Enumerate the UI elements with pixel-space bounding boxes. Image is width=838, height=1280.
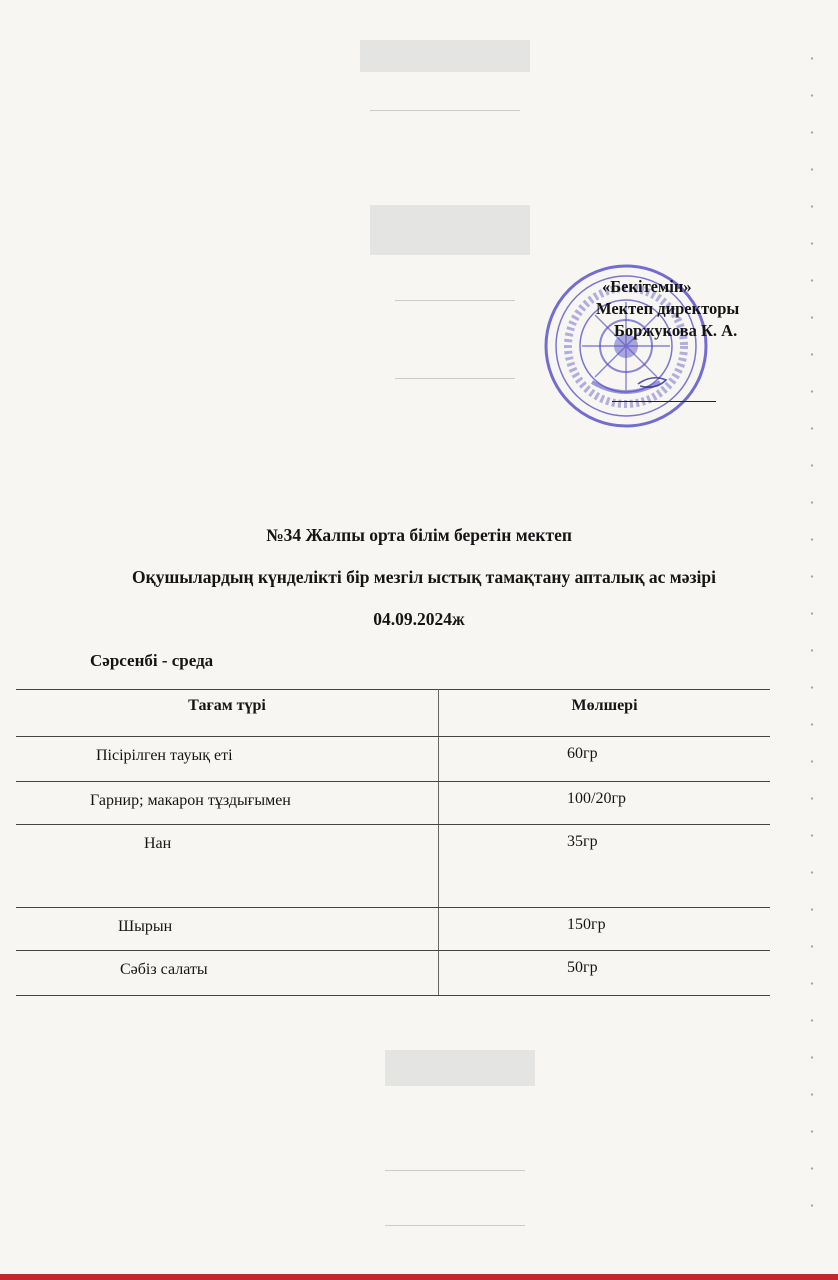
dish-amount: 50гр	[567, 959, 598, 976]
table-header-row	[16, 690, 770, 737]
amount-cell	[439, 908, 771, 951]
show-through-line	[385, 1225, 525, 1226]
amount-cell	[439, 737, 771, 782]
amount-cell	[439, 782, 771, 825]
show-through-line	[385, 1170, 525, 1171]
dish-name: Пісірілген тауық еті	[96, 747, 233, 764]
menu-table	[16, 689, 770, 996]
dish-cell	[16, 782, 439, 825]
show-through-line	[395, 300, 515, 301]
show-through-shadow	[370, 205, 530, 255]
table-row	[16, 908, 770, 951]
dish-cell	[16, 825, 439, 908]
approval-block	[596, 276, 796, 342]
document-header	[0, 524, 838, 630]
show-through-line	[395, 378, 515, 379]
menu-subtitle: Оқушылардың күнделікті бір мезгіл ыстық тамақтану апталық ас мәзірі	[132, 567, 716, 587]
show-through-shadow	[360, 40, 530, 72]
amount-cell	[439, 951, 771, 996]
approval-name: Боржукова К. А.	[614, 321, 738, 340]
dish-cell	[16, 908, 439, 951]
dish-name: Шырын	[118, 918, 173, 935]
approval-heading: «Бекітемін»	[602, 277, 692, 296]
school-title: №34 Жалпы орта білім беретін мектеп	[266, 525, 572, 545]
dish-amount: 35гр	[567, 833, 598, 850]
day-label: Сәрсенбі - среда	[90, 651, 214, 670]
binding-holes	[808, 40, 816, 1240]
dish-amount: 150гр	[567, 916, 606, 933]
table-row	[16, 951, 770, 996]
table-row	[16, 825, 770, 908]
dish-amount: 60гр	[567, 745, 598, 762]
dish-cell	[16, 951, 439, 996]
dish-name: Нан	[144, 835, 172, 852]
column-header-dish: Тағам түрі	[16, 690, 439, 737]
table-row	[16, 782, 770, 825]
table-row	[16, 737, 770, 782]
approval-position: Мектеп директоры	[596, 299, 740, 318]
menu-date: 04.09.2024ж	[373, 609, 465, 629]
signature-line	[612, 401, 716, 402]
page-bottom-edge	[0, 1274, 838, 1280]
show-through-shadow	[385, 1050, 535, 1086]
column-header-amount: Мөлшері	[439, 690, 771, 737]
dish-cell	[16, 737, 439, 782]
show-through-line	[370, 110, 520, 111]
dish-amount: 100/20гр	[567, 790, 627, 807]
amount-cell	[439, 825, 771, 908]
dish-name: Сәбіз салаты	[120, 961, 208, 978]
dish-name: Гарнир; макарон тұздығымен	[90, 792, 291, 809]
